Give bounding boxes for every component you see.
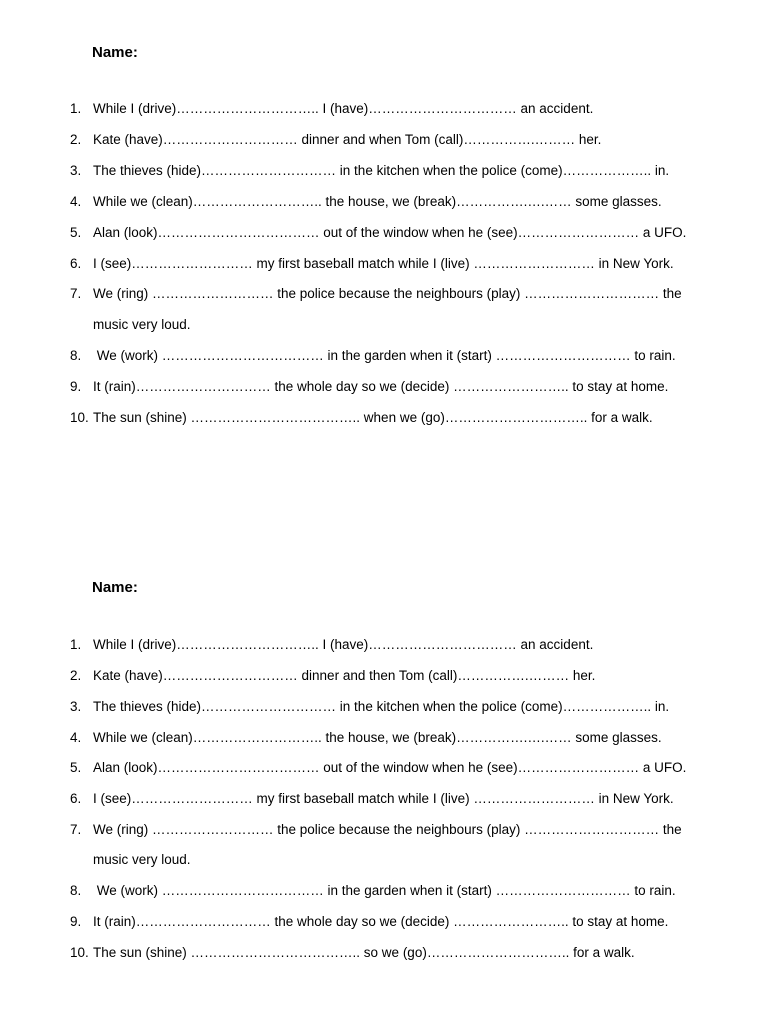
item-text: I (see)……………………… my first baseball match while I (live) ……………………… in New York. bbox=[93, 791, 674, 806]
item-number: 10. bbox=[70, 945, 89, 960]
item-number: 6. bbox=[70, 256, 82, 271]
exercise-item-10 bbox=[70, 410, 720, 426]
exercise-item-10 bbox=[70, 945, 720, 961]
item-number: 4. bbox=[70, 730, 82, 745]
exercise-item-7 bbox=[70, 286, 720, 302]
item-text: Kate (have)………………………… dinner and when Tom (call)…………….……… her. bbox=[93, 132, 602, 147]
item-text: While I (drive)………………………….. I (have)…………………………… an accident. bbox=[93, 637, 594, 652]
exercise-item-6 bbox=[70, 791, 720, 807]
exercise-item-1 bbox=[70, 101, 720, 117]
exercise-item-9 bbox=[70, 379, 720, 395]
item-text: We (work) ……………………………… in the garden when it (start) ………………………… to rain. bbox=[93, 883, 676, 898]
item-number: 9. bbox=[70, 379, 82, 394]
exercise-item-5 bbox=[70, 760, 720, 776]
item-number: 1. bbox=[70, 101, 82, 116]
item-number: 3. bbox=[70, 699, 82, 714]
item-number: 6. bbox=[70, 791, 82, 806]
name-label: Name: bbox=[92, 579, 138, 596]
item-text: We (ring) ……………………… the police because the neighbours (play) ………………………… the bbox=[93, 286, 682, 301]
exercise-item-3 bbox=[70, 699, 720, 715]
item-text: Alan (look)……………………………… out of the window when he (see)……………………… a UFO. bbox=[93, 225, 687, 240]
item-number: 8. bbox=[70, 883, 82, 898]
item-text: While I (drive)………………………….. I (have)…………………………… an accident. bbox=[93, 101, 594, 116]
item-text: The thieves (hide)………………………… in the kitchen when the police (come)……………….. in. bbox=[93, 163, 670, 178]
item-text: The sun (shine) ……………………………….. so we (go)………………………….. for a walk. bbox=[93, 945, 635, 960]
item-number: 1. bbox=[70, 637, 82, 652]
exercise-item-6 bbox=[70, 256, 720, 272]
exercise-item-2 bbox=[70, 668, 720, 684]
item-text: We (work) ……………………………… in the garden when it (start) ………………………… to rain. bbox=[93, 348, 676, 363]
item-number: 2. bbox=[70, 668, 82, 683]
item-text: It (rain)………………………… the whole day so we (decide) …………………….. to stay at home. bbox=[93, 914, 669, 929]
exercise-item-7 bbox=[70, 822, 720, 838]
exercise-item-7-continuation: music very loud. bbox=[93, 317, 191, 332]
item-number: 7. bbox=[70, 822, 82, 837]
item-number: 2. bbox=[70, 132, 82, 147]
item-text: It (rain)………………………… the whole day so we (decide) …………………….. to stay at home. bbox=[93, 379, 669, 394]
exercise-item-4 bbox=[70, 730, 720, 746]
item-text: The thieves (hide)………………………… in the kitchen when the police (come)……………….. in. bbox=[93, 699, 670, 714]
item-number: 7. bbox=[70, 286, 82, 301]
exercise-item-2 bbox=[70, 132, 720, 148]
item-number: 5. bbox=[70, 760, 82, 775]
exercise-item-8 bbox=[70, 883, 720, 899]
item-text: While we (clean)……………………….. the house, we (break)…………….….…… some glasses. bbox=[93, 194, 662, 209]
item-number: 8. bbox=[70, 348, 82, 363]
item-number: 10. bbox=[70, 410, 89, 425]
item-number: 3. bbox=[70, 163, 82, 178]
exercise-item-8 bbox=[70, 348, 720, 364]
item-text: The sun (shine) ……………………………….. when we (go)………………………….. for a walk. bbox=[93, 410, 653, 425]
item-text: Kate (have)………………………… dinner and then Tom (call)…………….……… her. bbox=[93, 668, 596, 683]
exercise-item-5 bbox=[70, 225, 720, 241]
exercise-item-9 bbox=[70, 914, 720, 930]
exercise-item-1 bbox=[70, 637, 720, 653]
name-label: Name: bbox=[92, 44, 138, 61]
item-text: Alan (look)……………………………… out of the window when he (see)……………………… a UFO. bbox=[93, 760, 687, 775]
exercise-item-3 bbox=[70, 163, 720, 179]
item-number: 5. bbox=[70, 225, 82, 240]
exercise-item-4 bbox=[70, 194, 720, 210]
item-text: I (see)……………………… my first baseball match while I (live) ……………………… in New York. bbox=[93, 256, 674, 271]
item-text: We (ring) ……………………… the police because the neighbours (play) ………………………… the bbox=[93, 822, 682, 837]
exercise-item-7-continuation: music very loud. bbox=[93, 852, 191, 867]
item-number: 4. bbox=[70, 194, 82, 209]
item-text: While we (clean)……………………….. the house, we (break)…………….….…… some glasses. bbox=[93, 730, 662, 745]
item-number: 9. bbox=[70, 914, 82, 929]
